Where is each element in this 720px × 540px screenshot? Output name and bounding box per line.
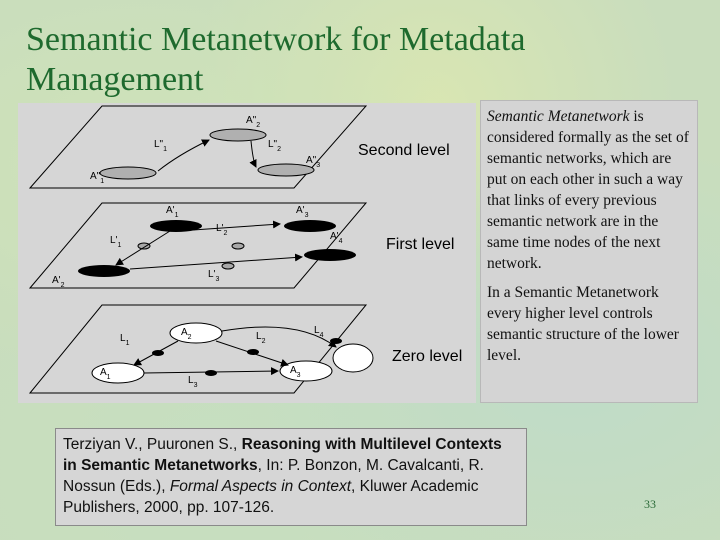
label-l2-1: L": [154, 139, 164, 150]
label-l1-2: L': [216, 223, 224, 234]
node-a1-3: [284, 220, 336, 232]
second-level-label: Second level: [358, 142, 450, 159]
svg-text:L'3: $L'_3$: [208, 269, 220, 283]
label-a1-3: A': [296, 205, 305, 216]
svg-text:L"2: $L"_2$: [268, 139, 282, 153]
reference-editors: , In: P. Bonzon, M. Cavalcanti, R. Nossun (Eds.),: [63, 457, 484, 495]
reference-authors: Terziyan V., Puuronen S.,: [63, 436, 242, 453]
label-a1-4: A': [330, 231, 339, 242]
label-a1-1: A': [166, 205, 175, 216]
label-a1-2: A': [52, 275, 61, 286]
reference-box: [55, 428, 527, 526]
link-node-l1-3: [222, 263, 234, 269]
label-l1-1: L': [110, 235, 118, 246]
page-number: 33: [644, 497, 656, 511]
node-a2-2: [210, 129, 266, 141]
node-a0-3: [280, 361, 332, 381]
description-term: Semantic Metanetwork: [487, 108, 630, 125]
zero-level-label: Zero level: [392, 348, 463, 365]
svg-text:A3: $A_3$: [290, 365, 301, 379]
svg-text:L2: $L_2$: [256, 331, 266, 345]
label-a0-1: A: [100, 367, 107, 378]
slide-title: Semantic Metanetwork for Metadata Management: [26, 21, 526, 98]
label-a2-1: A": [90, 171, 101, 182]
node-a2-1: [100, 167, 156, 179]
label-l1-3: L': [208, 269, 216, 280]
label-l0-2: L: [256, 331, 262, 342]
svg-text:A"2: $A"_2$: [246, 115, 261, 129]
svg-text:L3: $L_3$: [188, 375, 198, 389]
label-a0-2: A: [181, 327, 188, 338]
label-l0-1: L: [120, 333, 126, 344]
second-level-plane: [30, 106, 366, 188]
reference-title: Reasoning with Multilevel Contexts in Semantic Metanetworks: [63, 436, 502, 474]
link-node-l1-2: [232, 243, 244, 249]
svg-text:A'1: $A'_1$: [166, 205, 179, 219]
node-a0-2: [170, 323, 222, 343]
reference-publisher: , Kluwer Academic Publishers, 2000, pp. 107-126.: [63, 478, 479, 516]
svg-text:A'3: $A'_3$: [296, 205, 309, 219]
svg-text:A"1: $A"_1$: [90, 171, 105, 185]
label-a0-3: A: [290, 365, 297, 376]
svg-text:A2: $A_2$: [181, 327, 192, 341]
node-a1-4: [304, 249, 356, 261]
link-node-l0-1: [152, 350, 164, 356]
svg-text:L"1: $L"_1$: [154, 139, 168, 153]
first-level-label: First level: [386, 236, 455, 253]
label-l2-2: L": [268, 139, 278, 150]
metanetwork-diagram: [18, 103, 476, 403]
svg-text:A1: $A_1$: [100, 367, 111, 381]
reference-book: Formal Aspects in Context: [169, 478, 351, 495]
link-node-l0-4: [330, 338, 342, 344]
description-paragraph-2: In a Semantic Metanetwork every higher level controls semantic structure of the lower level.: [487, 284, 679, 364]
node-a1-2: [78, 265, 130, 277]
link-node-l1-1: [138, 243, 150, 249]
label-l0-4: L: [314, 325, 320, 336]
description-definition: is considered formally as the set of semantic networks, which are put on each other in such a way that links of every previous semantic network are in the same time nodes of the next network.: [487, 108, 689, 272]
svg-text:A'2: $A'_2$: [52, 275, 65, 289]
svg-text:A'4: $A'_4$: [330, 231, 343, 245]
node-a0-extra: [333, 344, 373, 372]
label-a2-2: A": [246, 115, 257, 126]
label-l0-3: L: [188, 375, 194, 386]
svg-text:L1: $L_1$: [120, 333, 130, 347]
first-level-plane: [30, 203, 366, 289]
svg-text:L'2: $L'_2$: [216, 223, 228, 237]
description-paragraph-1: [487, 106, 691, 274]
description-box: [480, 100, 698, 403]
svg-text:L'1: $L'_1$: [110, 235, 122, 249]
svg-text:L4: $L_4$: [314, 325, 324, 339]
link-node-l0-3: [205, 370, 217, 376]
diagram-svg: [18, 103, 476, 403]
label-a2-3: A": [306, 155, 317, 166]
svg-text:A"3: $A"_3$: [306, 155, 321, 169]
zero-level-plane: [30, 305, 373, 393]
